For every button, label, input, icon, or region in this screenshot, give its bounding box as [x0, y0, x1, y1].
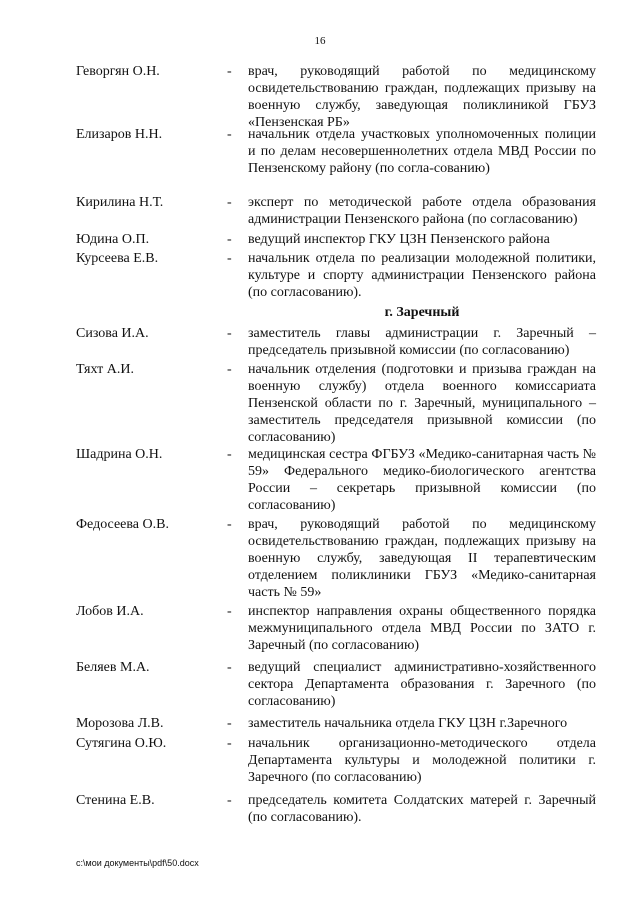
member-dash: - [227, 793, 232, 808]
member-dash: - [227, 660, 232, 675]
member-row [0, 231, 640, 250]
member-role: начальник отдела по реализации молодежной политики, культуре и спорту администрации Пензенского района (по согласованию). [248, 251, 596, 300]
member-dash: - [227, 64, 232, 79]
member-dash: - [227, 127, 232, 142]
member-row [0, 194, 640, 231]
member-role: начальник отделения (подготовки и призыва граждан на военную службу) отдела военного комиссариата Пензенской области по г. Заречный, муниципального – заместитель председателя призывной комиссии (по согласованию) [248, 362, 596, 445]
member-name: Геворгян О.Н. [76, 64, 160, 79]
member-row [0, 250, 640, 304]
member-name: Беляев М.А. [76, 660, 150, 675]
member-row [0, 126, 640, 194]
member-role: ведущий инспектор ГКУ ЦЗН Пензенского района [248, 232, 550, 247]
member-name: Елизаров Н.Н. [76, 127, 163, 142]
member-row [0, 603, 640, 659]
member-name: Лобов И.А. [76, 604, 144, 619]
member-row [0, 516, 640, 603]
member-role: ведущий специалист административно-хозяйственного сектора Департамента образования г. Заречного (по согласованию) [248, 660, 596, 709]
member-name: Сизова И.А. [76, 326, 149, 341]
member-name: Федосеева О.В. [76, 517, 169, 532]
member-role: врач, руководящий работой по медицинскому освидетельствованию граждан, подлежащих призыву на военную службу, заведующая II терапевтическим отделением поликлиники ГБУЗ «Медико-санитарная часть № 59» [248, 517, 596, 600]
member-name: Кирилина Н.Т. [76, 195, 164, 210]
member-role: заместитель главы администрации г. Заречный – председатель призывной комиссии (по согласованию) [248, 326, 596, 358]
member-row [0, 446, 640, 516]
member-role: медицинская сестра ФГБУЗ «Медико-санитарная часть № 59» Федерального медико-биологического агентства России – секретарь призывной комиссии (по согласованию) [248, 447, 596, 513]
member-row [0, 361, 640, 446]
member-role: эксперт по методической работе отдела образования администрации Пензенского района (по согласованию) [248, 195, 596, 227]
member-dash: - [227, 251, 232, 266]
footer-file-path: c:\мои документы\pdf\50.docx [76, 858, 199, 868]
member-role: заместитель начальника отдела ГКУ ЦЗН г.Заречного [248, 716, 568, 731]
member-name: Стенина Е.В. [76, 793, 155, 808]
member-name: Юдина О.П. [76, 232, 150, 247]
member-row [0, 792, 640, 828]
member-name: Курсеева Е.В. [76, 251, 159, 266]
member-role: начальник организационно-методического отдела Департамента культуры и молодежной политики г. Заречного (по согласованию) [248, 736, 596, 785]
member-name: Тяхт А.И. [76, 362, 134, 377]
member-row [0, 735, 640, 792]
member-row [0, 659, 640, 715]
member-role: инспектор направления охраны общественного порядка межмуниципального отдела МВД России по ЗАТО г. Заречный (по согласованию) [248, 604, 596, 653]
member-row [0, 325, 640, 361]
member-row [0, 715, 640, 735]
member-dash: - [227, 716, 232, 731]
member-name: Шадрина О.Н. [76, 447, 163, 462]
member-role: врач, руководящий работой по медицинскому освидетельствованию граждан, подлежащих призыву на военную службу, заведующая поликлиникой ГБУЗ «Пензенская РБ» [248, 64, 596, 130]
member-dash: - [227, 195, 232, 210]
member-dash: - [227, 232, 232, 247]
member-row [0, 63, 640, 130]
member-role: начальник отдела участковых уполномоченных полиции и по делам несовершеннолетних отдела МВД России по Пензенскому району (по согла-сованию) [248, 127, 596, 176]
member-dash: - [227, 326, 232, 341]
member-role: председатель комитета Солдатских матерей г. Заречный (по согласованию). [248, 793, 596, 825]
member-dash: - [227, 362, 232, 377]
member-dash: - [227, 447, 232, 462]
member-dash: - [227, 517, 232, 532]
member-name: Сутягина О.Ю. [76, 736, 167, 751]
page-number: 16 [314, 35, 326, 47]
member-dash: - [227, 736, 232, 751]
commission-member-list [0, 63, 640, 828]
member-name: Морозова Л.В. [76, 716, 164, 731]
section-heading-zarechny: г. Заречный [384, 305, 460, 320]
member-dash: - [227, 604, 232, 619]
